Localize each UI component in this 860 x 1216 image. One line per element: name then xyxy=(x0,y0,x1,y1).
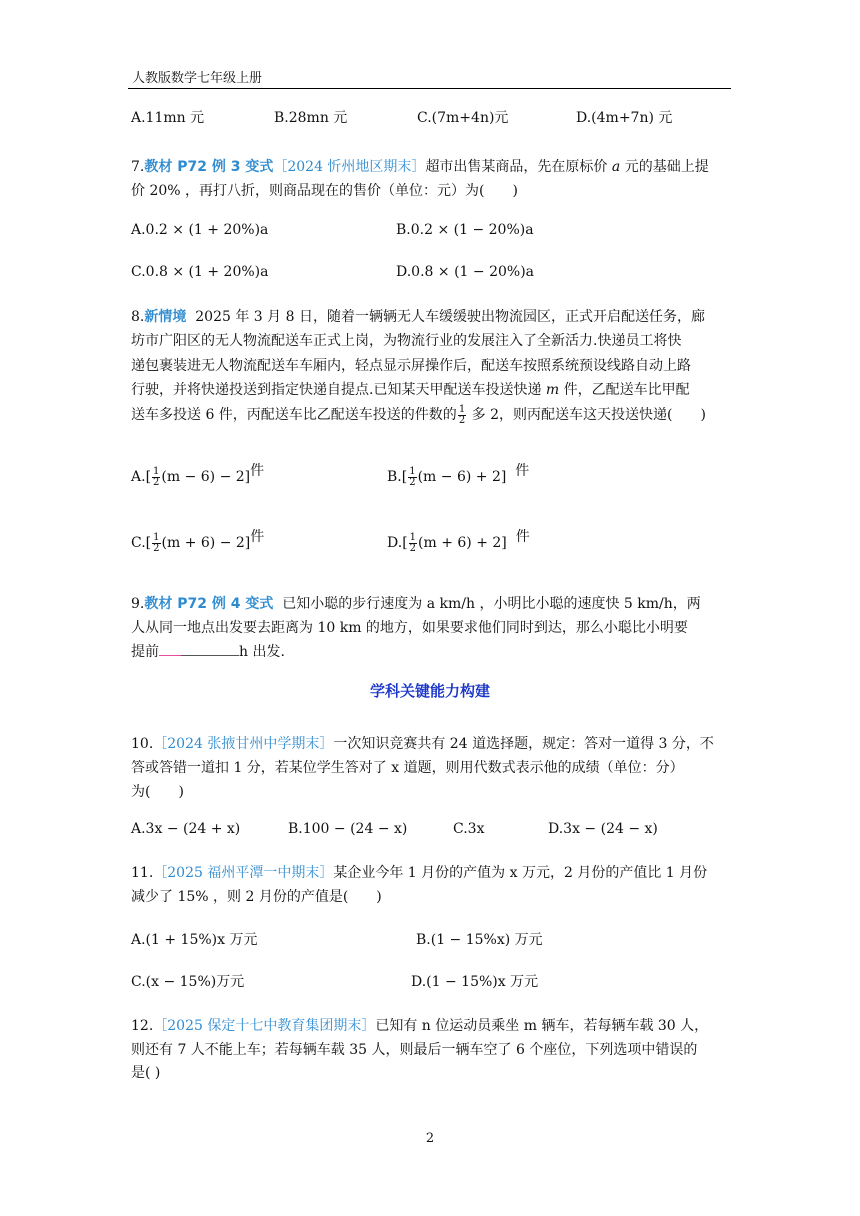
option-label: A. xyxy=(131,469,146,485)
q11-line-1 xyxy=(131,862,707,882)
option-expression: (m + 6) − 2] xyxy=(161,535,251,551)
q6-option-c: C.(7m+4n)元 xyxy=(417,110,509,126)
q8-tag: 新情境 xyxy=(144,309,187,325)
fraction-numerator: 1 xyxy=(458,403,466,415)
q9-number: 9. xyxy=(131,596,145,612)
q7-line-1 xyxy=(131,156,709,176)
q10-option-a: A.3x − (24 + x) xyxy=(131,821,241,837)
fraction-numerator: 1 xyxy=(409,465,416,477)
q8-line-4 xyxy=(131,379,690,399)
fraction-denominator: 2 xyxy=(458,414,466,426)
q8-text-4b: 件，乙配送车比甲配 xyxy=(563,382,690,398)
fraction-denominator: 2 xyxy=(153,476,160,488)
q7-source: ［2024 忻州地区期末］ xyxy=(273,159,426,175)
option-expression: (m + 6) + 2] xyxy=(418,535,507,551)
q10-number: 10. xyxy=(131,736,154,752)
q12-line-1 xyxy=(131,1015,708,1035)
q7-text: 超市出售某商品，先在原标价 xyxy=(425,159,608,175)
header-divider xyxy=(128,88,731,89)
option-bracket: [ xyxy=(145,469,152,485)
option-label: D. xyxy=(387,535,403,551)
q10-option-b: B.100 − (24 − x) xyxy=(288,821,408,837)
option-unit: 件 xyxy=(250,463,265,479)
q8-text-5b: 多 2，则丙配送车这天投送快递( ) xyxy=(471,407,706,423)
q11-number: 11. xyxy=(131,865,154,881)
q9-tag: 教材 P72 例 4 变式 xyxy=(144,596,274,612)
option-label: B. xyxy=(387,469,402,485)
option-bracket: [ xyxy=(402,535,408,551)
q8-line-2: 坊市广阳区的无人物流配送车正式上岗，为物流行业的发展注入了全新活力.快递员工将快 xyxy=(131,333,682,349)
q7-var-a: a xyxy=(611,159,621,175)
option-fraction xyxy=(152,533,160,554)
q8-line-5 xyxy=(131,404,706,426)
fraction-numerator: 1 xyxy=(153,531,160,543)
option-fraction xyxy=(408,467,416,488)
q12-number: 12. xyxy=(131,1018,154,1034)
q11-option-b: B.(1 − 15%x) 万元 xyxy=(416,932,543,948)
q7-option-d: D.0.8 × (1 − 20%)a xyxy=(396,264,534,280)
q11-text-1: 某企业今年 1 月份的产值为 x 万元，2 月份的产值比 1 月份 xyxy=(333,865,708,881)
page-header-title: 人教版数学七年级上册 xyxy=(132,71,263,86)
page-number: 2 xyxy=(425,1131,435,1146)
fraction-denominator: 2 xyxy=(409,542,417,554)
q8-fraction xyxy=(458,405,466,426)
q8-text-4a: 行驶，并将快递投送到指定快递自提点.已知某天甲配送车投送快递 xyxy=(131,382,542,398)
option-unit: 件 xyxy=(515,529,530,545)
q9-text-1: 已知小聪的步行速度为 a km/h ，小明比小聪的速度快 5 km/h，两 xyxy=(282,596,701,612)
q10-option-c: C.3x xyxy=(453,821,485,837)
q10-line-1 xyxy=(131,733,714,753)
option-fraction xyxy=(409,533,417,554)
q10-line-3: 为( ) xyxy=(131,784,184,800)
q8-var-m: m xyxy=(545,382,560,398)
fraction-numerator: 1 xyxy=(409,531,417,543)
q7-number: 7. xyxy=(131,159,145,175)
q9-line-1 xyxy=(131,593,701,613)
q11-source: ［2025 福州平潭一中期末］ xyxy=(153,865,334,881)
fraction-denominator: 2 xyxy=(153,542,160,554)
q11-option-d: D.(1 − 15%)x 万元 xyxy=(411,974,539,990)
q7-text-b: 元的基础上提 xyxy=(624,159,709,175)
q8-option-c xyxy=(131,529,265,554)
q12-line-2: 则还有 7 人不能上车；若每辆车载 35 人，则最后一辆车空了 6 个座位，下列选项中错误的 xyxy=(131,1042,698,1058)
q8-option-a xyxy=(131,463,265,488)
q7-option-a: A.0.2 × (1 + 20%)a xyxy=(131,222,269,238)
q10-option-d: D.3x − (24 − x) xyxy=(548,821,658,837)
option-label: C. xyxy=(131,535,146,551)
q8-line-1 xyxy=(131,306,705,326)
q10-source: ［2024 张掖甘州中学期末］ xyxy=(153,736,334,752)
option-bracket: [ xyxy=(145,535,152,551)
q7-line-2: 价 20% ，再打八折，则商品现在的售价（单位：元）为( ) xyxy=(131,183,518,199)
q8-text-5a: 送车多投送 6 件，丙配送车比乙配送车投送的件数的 xyxy=(131,407,457,423)
option-expression: (m − 6) − 2] xyxy=(161,469,251,485)
option-bracket: [ xyxy=(401,469,408,485)
q7-tag: 教材 P72 例 3 变式 xyxy=(144,159,274,175)
q8-option-b xyxy=(387,463,530,488)
q8-text-1: 2025 年 3 月 8 日，随着一辆辆无人车缓缓驶出物流园区，正式开启配送任务，廊 xyxy=(195,309,705,325)
q6-option-a: A.11mn 元 xyxy=(131,110,205,126)
q10-text-1: 一次知识竞赛共有 24 道选择题，规定：答对一道得 3 分，不 xyxy=(333,736,714,752)
q8-number: 8. xyxy=(131,309,145,325)
q6-option-b: B.28mn 元 xyxy=(274,110,348,126)
q9-text-3b: h 出发. xyxy=(239,644,285,660)
q12-text-1: 已知有 n 位运动员乘坐 m 辆车，若每辆车载 30 人， xyxy=(375,1018,709,1034)
q6-option-d: D.(4m+7n) 元 xyxy=(576,110,673,126)
q11-option-a: A.(1 + 15%)x 万元 xyxy=(131,932,258,948)
q12-source: ［2025 保定十七中教育集团期末］ xyxy=(153,1018,376,1034)
q8-line-3: 递包裹装进无人物流配送车车厢内，轻点显示屏操作后，配送车按照系统预设线路自动上路 xyxy=(131,358,691,374)
q8-option-d xyxy=(387,529,530,554)
fraction-denominator: 2 xyxy=(409,476,416,488)
q11-line-2: 减少了 15% ，则 2 月份的产值是( ) xyxy=(131,889,382,905)
option-expression: (m − 6) + 2] xyxy=(417,469,507,485)
q9-text-3a: 提前 xyxy=(131,644,159,660)
q9-line-2: 人从同一地点出发要去距离为 10 km 的地方，如果要求他们同时到达，那么小聪比小明要 xyxy=(131,620,688,636)
q12-line-3: 是( ) xyxy=(131,1065,161,1081)
option-unit: 件 xyxy=(515,463,530,479)
option-unit: 件 xyxy=(250,529,265,545)
fraction-numerator: 1 xyxy=(153,465,160,477)
q9-line-3 xyxy=(131,641,285,661)
q10-line-2: 答或答错一道扣 1 分，若某位学生答对了 x 道题，则用代数式表示他的成绩（单位：分） xyxy=(131,760,684,776)
q7-option-c: C.0.8 × (1 + 20%)a xyxy=(131,264,269,280)
answer-blank[interactable] xyxy=(159,643,239,656)
q7-option-b: B.0.2 × (1 − 20%)a xyxy=(396,222,534,238)
section-title: 学科关键能力构建 xyxy=(369,682,490,700)
option-fraction xyxy=(152,467,160,488)
q11-option-c: C.(x − 15%)万元 xyxy=(131,974,245,990)
